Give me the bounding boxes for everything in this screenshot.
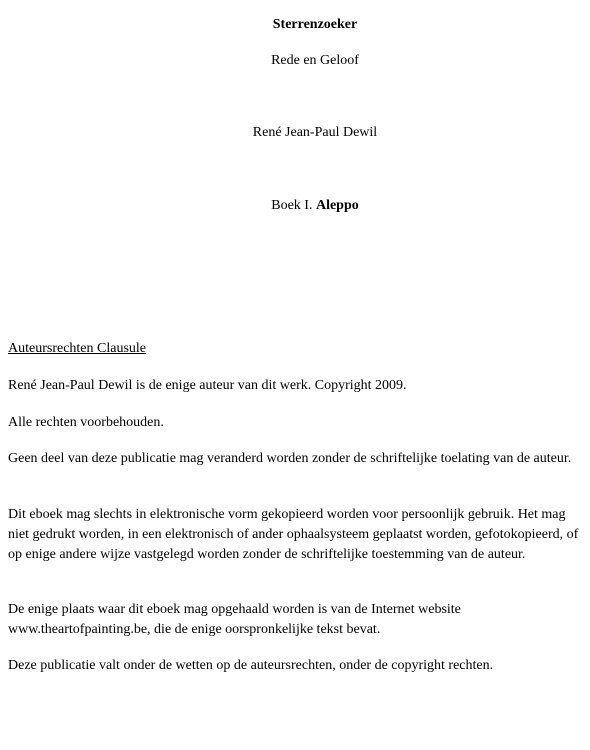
book-part-prefix: Boek I. [271,198,313,213]
author-name: René Jean-Paul Dewil [252,125,378,140]
copyright-paragraph: Geen deel van deze publicatie mag veranderd worden zonder de schriftelijke toelating van de auteur. [8,451,572,466]
book-part-name: Aleppo [315,198,359,213]
copyright-paragraph: René Jean-Paul Dewil is de enige auteur van dit werk. Copyright 2009. [8,378,407,393]
copyright-paragraph: Dit eboek mag slechts in elektronische vorm gekopieerd worden voor persoonlijk gebruik. Het mag niet gedrukt worden, in een elektronisch of ander ophaalsysteem geplaatst worden, gefotokopieerd, of op enige andere wijze vastgelegd worden zonder de schriftelijke toestemming van de auteur. [8,507,579,562]
copyright-paragraph: Deze publicatie valt onder de wetten op de auteursrechten, onder de copyright rechten. [8,658,494,673]
copyright-heading: Auteursrechten Clausule [8,341,147,356]
book-part-line [0,198,590,214]
book-title: Sterrenzoeker [272,17,358,32]
book-subtitle: Rede en Geloof [271,53,359,68]
copyright-paragraph: De enige plaats waar dit eboek mag opgehaald worden is van de Internet website www.theartofpainting.be, die de enige oorspronkelijke tekst bevat. [8,602,461,637]
copyright-paragraph: Alle rechten voorbehouden. [8,415,164,430]
